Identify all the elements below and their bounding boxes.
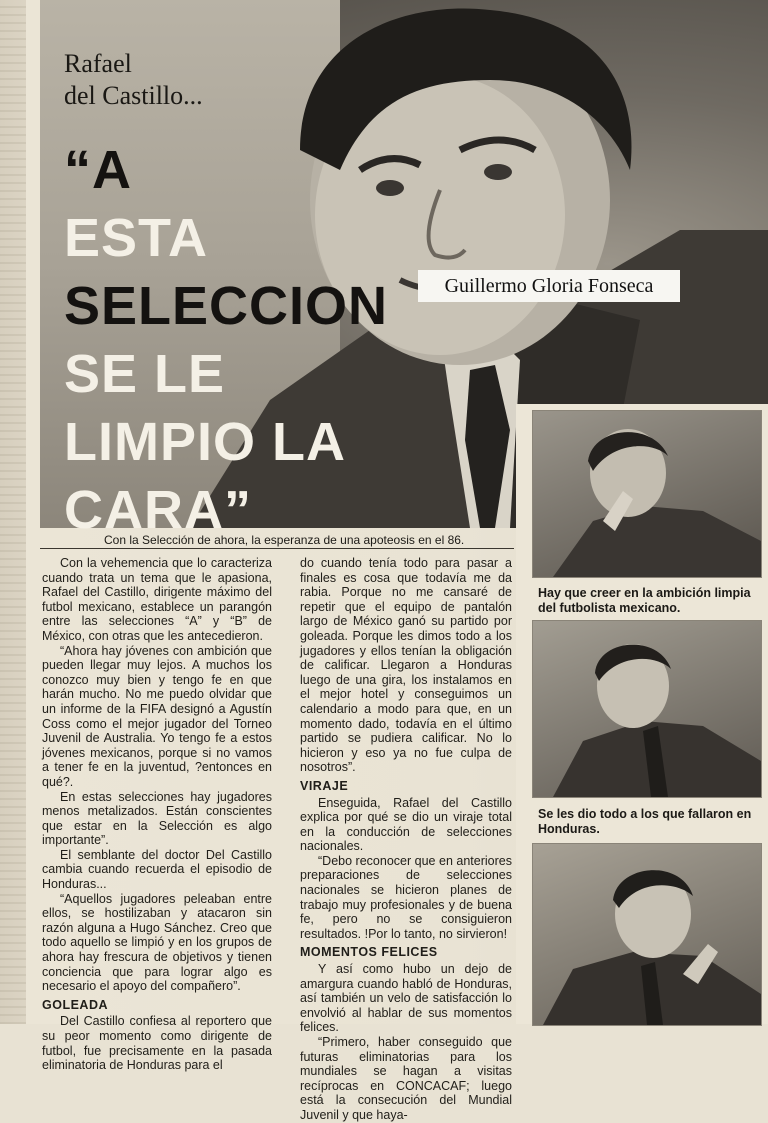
kicker-line-2: del Castillo... — [64, 81, 203, 110]
caption-divider — [40, 548, 514, 549]
article-paragraph: “Primero, haber conseguido que futuras eliminatorias para los mundiales se hagan a visitas recíprocas en CONCACAF; luego está la consecución del Mundial Juvenil y que haya- — [300, 1035, 512, 1122]
section-heading: GOLEADA — [42, 997, 108, 1012]
headline-line: SELECCION — [64, 276, 389, 336]
side-photo-2-illustration — [533, 621, 761, 797]
kicker-line-1: Rafael — [64, 49, 132, 78]
side-photo-1 — [532, 410, 762, 578]
side-photo-1-illustration — [533, 411, 761, 577]
article-paragraph: Y así como hubo un dejo de amargura cuando habló de Honduras, así también un velo de satisfacción lo envolvió al hablar de sus momentos felices. — [300, 962, 512, 1035]
article-paragraph: do cuando tenía todo para pasar a finales es cosa que todavía me da rabia. Porque no me cansaré de repetir que el equipo de pantalón largo de México ganó su partido por goleada. Porque les dimos todo a los jugadores y ellos tenían la obligación de calificar. Llegaron a Honduras luego de una gira, los instalamos en el mejor hotel y conseguimos un calendario a modo para que, en un momento dado, todavía en el último partido se pudiera calificar. No lo hicieron y eso ya no fue culpa de nosotros”. — [300, 556, 512, 775]
article-paragraph: “Aquellos jugadores peleaban entre ellos, se hostilizaban y atacaron sin razón alguna a Hugo Sánchez. Creo que todo aquello se limpió y en los grupos de ahora hay frescura de objetivos y tienen conciencia que para lograr algo es necesario el apoyo del compañero”. — [42, 891, 272, 994]
section-heading: MOMENTOS FELICES — [300, 945, 438, 960]
headline-line: SE LE — [64, 344, 226, 404]
section-heading: VIRAJE — [300, 778, 349, 793]
article-kicker — [64, 48, 203, 112]
article-column-1 — [42, 556, 272, 1073]
article-paragraph: “Ahora hay jóvenes con ambición que pueden llegar muy lejos. A muchos los conozco muy bien y tengo fe en que harán mucho. No me puedo olvidar que un informe de la FIFA designó a Agustín Coss como el mejor jugador del Torneo Juvenil de Australia. Yo tengo fe a estos jóvenes mexicanos, porque si no vamos a tener fe en la juventud, ?entonces en qué?. — [42, 643, 272, 789]
article-paragraph: Con la vehemencia que lo caracteriza cuando trata un tema que le apasiona, Rafael del Castillo, dirigente máximo del futbol mexicano, establece un parangón entre las selecciones “A” y “B” de México, con otras que les antecedieron. — [42, 556, 272, 643]
author-label-strip: Guillermo Gloria Fonseca — [418, 270, 680, 302]
headline-line: LIMPIO LA CARA” — [64, 412, 344, 540]
headline-line: “A — [64, 140, 132, 200]
headline-line: ESTA — [64, 208, 209, 268]
article-column-2 — [300, 556, 512, 1123]
side-photo-3 — [532, 843, 762, 1026]
page-binding-edge — [0, 0, 26, 1024]
article-paragraph: “Debo reconocer que en anteriores preparaciones de selecciones nacionales se hicieron planes de trabajo muy profesionales y de buena fe, pero no se consiguieron resultados. !Por lo tanto, no sirvieron! — [300, 853, 512, 941]
article-paragraph: Enseguida, Rafael del Castillo explica por qué se dio un viraje total en la conducción de selecciones nacionales. — [300, 795, 512, 854]
side-photo-3-illustration — [533, 844, 761, 1025]
side-photo-2-caption: Se les dio todo a los que fallaron en Honduras. — [538, 807, 752, 836]
side-photo-1-caption: Hay que creer en la ambición limpia del futbolista mexicano. — [538, 586, 751, 615]
article-paragraph: El semblante del doctor Del Castillo cambia cuando recuerda el episodio de Honduras... — [42, 847, 272, 892]
article-paragraph: En estas selecciones hay jugadores menos metalizados. Están conscientes que estar en la Selección es algo importante”. — [42, 789, 272, 848]
side-photo-2 — [532, 620, 762, 798]
hero-photo-caption: Con la Selección de ahora, la esperanza de una apoteosis en el 86. — [104, 533, 465, 547]
article-headline — [64, 136, 504, 544]
article-paragraph: Del Castillo confiesa al reportero que su peor momento como dirigente de futbol, fue precisamente en la pasada eliminatoria de Honduras para el — [42, 1014, 272, 1073]
